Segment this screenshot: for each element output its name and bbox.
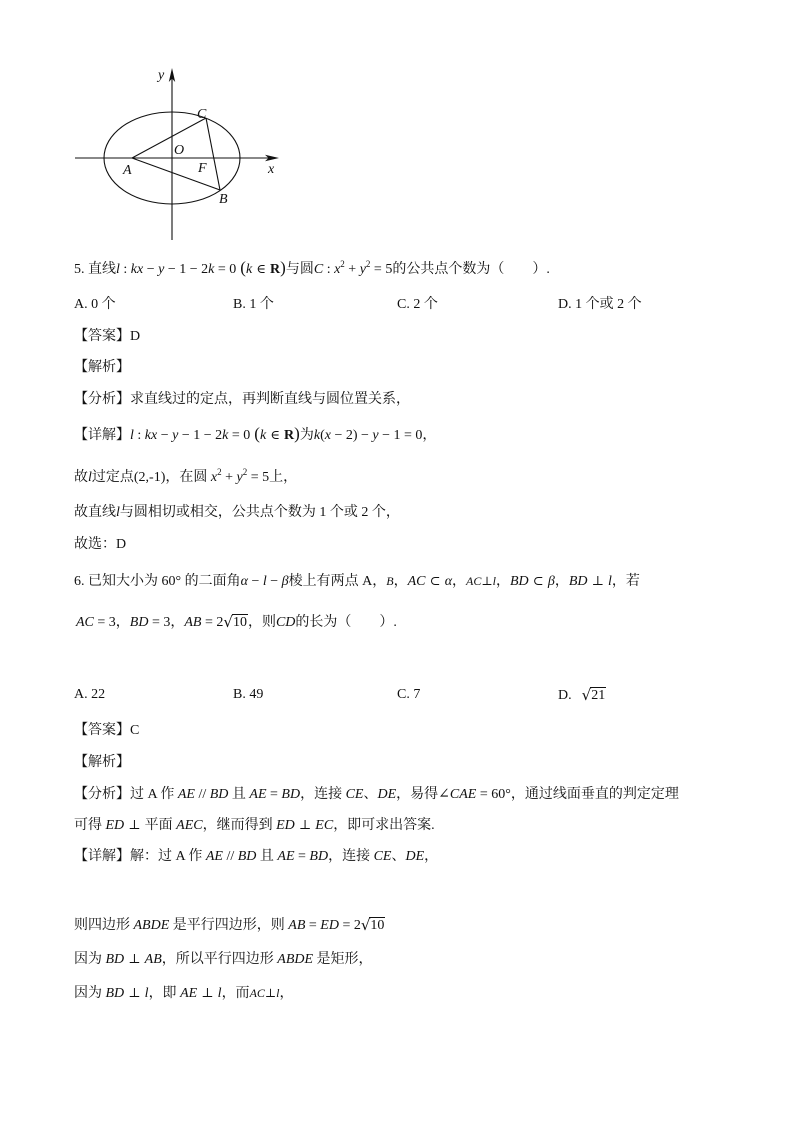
radical-sign: √ xyxy=(360,916,371,934)
text-run: 过定点 xyxy=(91,470,134,485)
math-var: ABDE xyxy=(133,918,170,933)
text-run: ，即 xyxy=(148,986,181,1001)
text-run: 为 xyxy=(299,428,314,443)
math-var: DE xyxy=(377,787,397,802)
q5-jiexi-tag xyxy=(74,358,130,378)
math-var: AE xyxy=(249,787,267,802)
math-var: α xyxy=(444,574,453,589)
math-var: BD xyxy=(105,986,125,1001)
text-run: 【详解】解：过 A 作 xyxy=(74,849,206,864)
math-op: = 60° xyxy=(476,787,511,802)
math-var: β xyxy=(547,574,555,589)
axis-label-x: x xyxy=(268,162,275,177)
text-run: ，而 xyxy=(221,986,250,1001)
math-op: = 5 xyxy=(247,470,270,485)
math-var: AB xyxy=(184,615,202,630)
answer-tag: 【答案】 xyxy=(74,329,130,344)
superscript: 2 xyxy=(340,259,345,269)
math-var: CAE xyxy=(449,787,477,802)
text-run: ， xyxy=(554,574,569,589)
math-op: ⊥ xyxy=(124,818,145,833)
math-var: x xyxy=(334,262,341,277)
segment-ab xyxy=(132,158,220,190)
math-op: : xyxy=(133,428,145,443)
text-run: 棱上有两点 A， xyxy=(288,574,387,589)
math-var: y xyxy=(359,262,366,277)
fenxi-tag: 【分析】 xyxy=(74,392,130,407)
math-var: ED xyxy=(320,918,339,933)
sqrt-expression xyxy=(223,612,248,633)
math-var: l xyxy=(130,428,134,443)
math-op: ⊂ xyxy=(528,574,548,589)
q6-option-c: C. 7 xyxy=(397,687,421,702)
text-run: 故直线 xyxy=(74,505,116,520)
text-run: ，连接 xyxy=(300,787,346,802)
math-op: ⊥ xyxy=(197,986,218,1001)
answer-tag: 【答案】 xyxy=(74,723,130,738)
math-var: AB xyxy=(288,918,306,933)
math-op: = 2 xyxy=(201,615,224,630)
q6-stem-line1 xyxy=(74,571,640,591)
text-run: 的长为（ ）. xyxy=(295,615,397,630)
math-var: AE xyxy=(277,849,295,864)
text-run: 则四边形 xyxy=(74,918,134,933)
q6-answer xyxy=(74,721,139,741)
xiangjie-tag: 【详解】 xyxy=(74,428,130,443)
math-var: kx xyxy=(144,428,158,443)
math-op: + xyxy=(221,470,237,485)
text-run: ， xyxy=(279,986,294,1001)
math-var: α xyxy=(240,574,248,589)
jiexi-tag: 【解析】 xyxy=(74,360,130,375)
math-var: AC⊥l xyxy=(249,986,280,1000)
math-var: ED xyxy=(105,818,125,833)
text-run: 平面 xyxy=(144,818,177,833)
radical-sign: √ xyxy=(581,686,592,704)
math-set: R xyxy=(284,428,295,443)
segment-ac xyxy=(132,118,206,158)
text-run: 是平行四边形，则 xyxy=(169,918,289,933)
q5-option-d: D. 1 个或 2 个 xyxy=(558,297,642,312)
q5-fenxi xyxy=(74,390,410,410)
q6-option-b: B. 49 xyxy=(233,687,264,702)
math-var: y xyxy=(158,262,165,277)
q6-stem-line2 xyxy=(76,612,397,632)
math-var: CE xyxy=(373,849,392,864)
math-op: ∈ xyxy=(266,428,285,443)
text-run: 的公共点个数为（ ）. xyxy=(392,262,550,277)
math-op: − xyxy=(157,428,173,443)
q6-step-parallelogram xyxy=(74,915,385,935)
paren: ( xyxy=(254,424,260,443)
math-var: BD xyxy=(105,952,125,967)
math-op: ⊥ xyxy=(124,986,145,1001)
math-var: l xyxy=(116,505,120,520)
math-op: − 1 − 2 xyxy=(178,428,223,443)
math-var: AC⊥l xyxy=(466,574,496,588)
math-var: l xyxy=(116,262,120,277)
math-var: l xyxy=(608,574,612,589)
text-run: ，即可求出答案. xyxy=(333,818,435,833)
math-var: β xyxy=(281,574,289,589)
math-var: CE xyxy=(345,787,364,802)
math-set: R xyxy=(270,262,281,277)
math-var: y xyxy=(236,470,243,485)
text-run: ，若 xyxy=(611,574,640,589)
superscript: 2 xyxy=(365,259,371,269)
math-op: ∈ xyxy=(252,262,271,277)
q5-step-relation xyxy=(74,503,400,523)
radicand: 10 xyxy=(370,918,385,933)
math-var: k xyxy=(259,428,267,443)
point-label-c: C xyxy=(197,107,207,122)
text-run: ， xyxy=(422,428,437,443)
answer-value: D xyxy=(130,329,141,344)
text-run: ， xyxy=(393,574,408,589)
math-op: − 1 = 0 xyxy=(378,428,423,443)
ellipse-triangle-figure xyxy=(0,0,300,250)
text-run: ，继而得到 xyxy=(202,818,277,833)
sqrt-expression xyxy=(361,915,386,936)
paren: ) xyxy=(294,424,300,443)
math-var: kx xyxy=(130,262,144,277)
math-op: = 3， xyxy=(93,615,130,630)
text-run: 的二面角 xyxy=(181,574,241,589)
q5-option-c: C. 2 个 xyxy=(397,297,438,312)
math-var: x xyxy=(210,470,218,485)
text-run: 故 xyxy=(74,470,88,485)
q6-fenxi-line2 xyxy=(74,816,435,836)
math-op: ⊥ xyxy=(124,952,145,967)
text-run: 6. 已知大小为 xyxy=(74,574,162,589)
q5-step-point xyxy=(74,468,297,488)
math-var: y xyxy=(172,428,179,443)
math-op: 60° xyxy=(161,574,182,589)
q5-option-a: A. 0 个 xyxy=(74,297,116,312)
math-var: k xyxy=(208,262,215,277)
text-run: ，则 xyxy=(247,615,276,630)
math-var: BD xyxy=(309,849,329,864)
axis-label-y: y xyxy=(158,68,165,83)
math-var: BD xyxy=(209,787,229,802)
superscript: 2 xyxy=(217,467,222,477)
q5-option-b: B. 1 个 xyxy=(233,297,274,312)
radicand: 21 xyxy=(591,688,606,703)
math-op: = 0 xyxy=(228,428,251,443)
math-op: (2,-1) xyxy=(133,470,166,485)
q6-step-rectangle xyxy=(74,950,373,970)
math-var: C xyxy=(313,262,324,277)
segment-cb xyxy=(206,118,220,190)
math-op: − xyxy=(266,574,282,589)
math-var: l xyxy=(217,986,222,1001)
text-run: ，在圆 xyxy=(165,470,211,485)
sqrt-expression xyxy=(582,685,607,706)
math-var: l xyxy=(88,470,92,485)
radical-sign: √ xyxy=(223,613,233,631)
math-var: DE xyxy=(405,849,425,864)
text-run: 5. 直线 xyxy=(74,262,116,277)
text-run: 是矩形， xyxy=(313,952,373,967)
text-run: ，易得∠ xyxy=(396,787,450,802)
text-run: ，所以平行四边形 xyxy=(161,952,278,967)
text-run: 求直线过的定点，再判断直线与圆位置关系， xyxy=(130,392,410,407)
paren: ) xyxy=(280,258,286,277)
q6-xiangjie xyxy=(74,847,438,867)
math-op: = 0 xyxy=(214,262,237,277)
math-var: l xyxy=(262,574,267,589)
math-op: − xyxy=(143,262,159,277)
math-op: = 5 xyxy=(370,262,393,277)
math-op: = xyxy=(305,918,321,933)
answer-value: C xyxy=(130,723,140,738)
math-var: B xyxy=(386,574,394,588)
point-label-o: O xyxy=(174,143,185,158)
q6-step-perp xyxy=(74,983,294,1003)
q5-xiangjie xyxy=(74,424,436,444)
q5-conclusion xyxy=(74,535,126,555)
math-op: = 2 xyxy=(338,918,361,933)
text-run: 且 xyxy=(228,787,250,802)
text-run: 与圆 xyxy=(285,262,314,277)
superscript: 2 xyxy=(242,467,248,477)
radicand: 10 xyxy=(232,615,247,630)
math-var: k xyxy=(245,262,253,277)
q6-option-a: A. 22 xyxy=(74,687,106,702)
text-run: 故选：D xyxy=(74,537,127,552)
text-run: ， xyxy=(496,574,510,589)
point-label-a: A xyxy=(123,163,132,178)
q6-options xyxy=(0,685,794,705)
math-var: BD xyxy=(568,574,588,589)
math-op: − 1 − 2 xyxy=(164,262,209,277)
math-var: BD xyxy=(129,615,149,630)
math-var: l xyxy=(144,986,149,1001)
math-var: ED xyxy=(276,818,295,833)
text-run: 因为 xyxy=(74,986,106,1001)
math-var: y xyxy=(372,428,379,443)
math-var: AE xyxy=(180,986,198,1001)
math-op: // xyxy=(194,787,210,802)
math-var: AC xyxy=(76,615,94,630)
text-run: 因为 xyxy=(74,952,106,967)
math-op: + xyxy=(344,262,360,277)
math-op: = 3， xyxy=(148,615,185,630)
q6-fenxi-line1 xyxy=(74,785,679,805)
option-label: D. xyxy=(558,688,572,703)
math-var: EC xyxy=(315,818,334,833)
math-var: CD xyxy=(275,615,296,630)
jiexi-tag: 【解析】 xyxy=(74,755,130,770)
math-op: ⊥ xyxy=(587,574,608,589)
text-run: 且 xyxy=(256,849,278,864)
q5-options xyxy=(0,295,794,315)
math-var: AE xyxy=(177,787,195,802)
text-run: ，通过线面垂直的判定定理 xyxy=(510,787,679,802)
math-var: x xyxy=(324,428,331,443)
text-run: 可得 xyxy=(74,818,106,833)
math-var: AE xyxy=(205,849,223,864)
text-run: 、 xyxy=(391,849,406,864)
math-var: k xyxy=(222,428,229,443)
math-op: : xyxy=(119,262,131,277)
math-op: = xyxy=(294,849,310,864)
text-run: ， xyxy=(452,574,467,589)
math-var: BD xyxy=(510,574,529,589)
text-run: 上， xyxy=(269,470,298,485)
text-run: ， xyxy=(424,849,439,864)
math-var: ABDE xyxy=(277,952,314,967)
math-var: AB xyxy=(144,952,162,967)
text-run: 与圆相切或相交，公共点个数为 1 个或 2 个， xyxy=(119,505,400,520)
math-op: : xyxy=(323,262,335,277)
math-op: ⊂ xyxy=(425,574,445,589)
point-label-f: F xyxy=(198,161,207,176)
math-var: k xyxy=(313,428,321,443)
math-var: BD xyxy=(237,849,257,864)
paren: ( xyxy=(240,258,246,277)
text-run: ，连接 xyxy=(328,849,374,864)
math-op: ( xyxy=(320,428,325,443)
point-label-b: B xyxy=(219,192,228,207)
math-var: AC xyxy=(407,574,426,589)
math-op: = xyxy=(266,787,282,802)
q5-stem xyxy=(74,258,550,278)
math-op: − xyxy=(247,574,263,589)
math-op: // xyxy=(222,849,238,864)
math-op: ⊥ xyxy=(294,818,316,833)
text-run: 【分析】过 A 作 xyxy=(74,787,178,802)
q5-answer xyxy=(74,327,140,347)
math-op: − 2) − xyxy=(330,428,373,443)
q6-option-d xyxy=(558,685,606,706)
math-var: AEC xyxy=(176,818,203,833)
math-var: BD xyxy=(281,787,301,802)
q6-jiexi-tag xyxy=(74,753,130,773)
text-run: 、 xyxy=(363,787,378,802)
